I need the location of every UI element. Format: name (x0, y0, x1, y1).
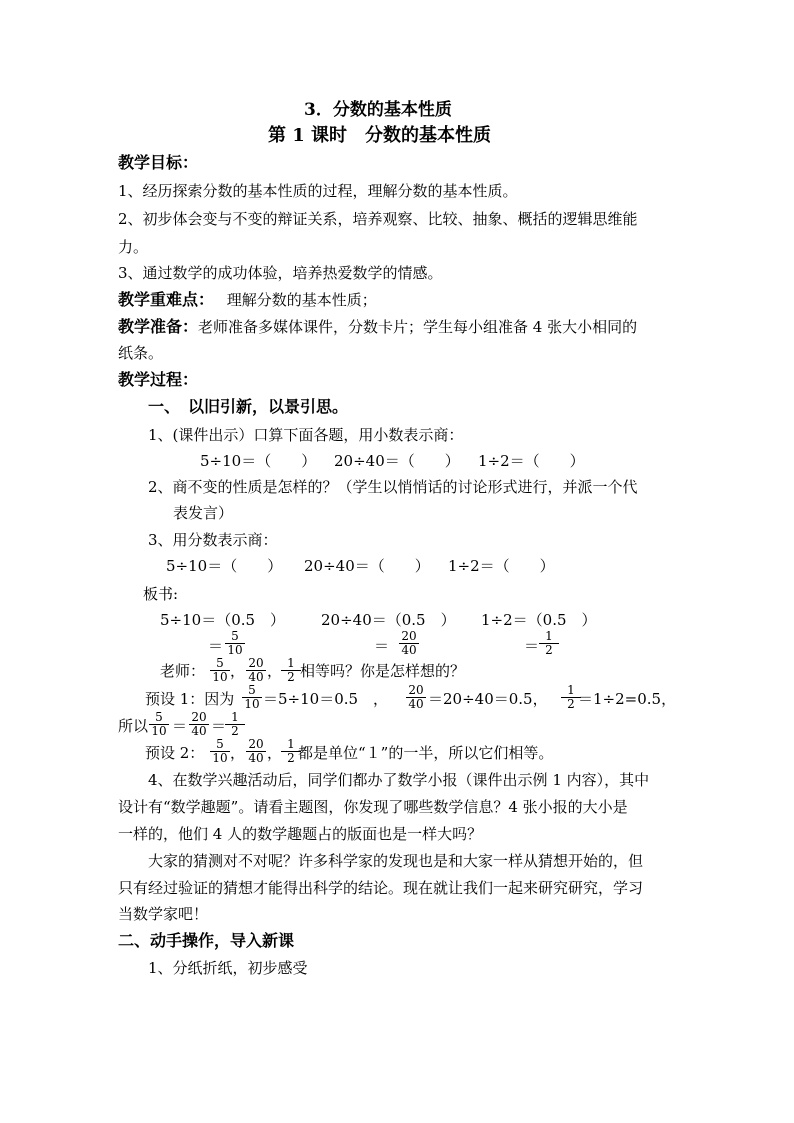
comma: ， (230, 744, 246, 762)
fraction-denominator: 40 (248, 751, 264, 765)
prep-heading: 教学准备： (118, 317, 199, 336)
fraction-numerator: 5 (155, 710, 163, 724)
prep-text-cont: 纸条。 (118, 344, 164, 362)
fraction-numerator: 5 (248, 683, 256, 697)
prep-line (118, 317, 637, 337)
guess-paragraph-line-2: 只有经过验证的猜想才能得出科学的结论。现在就让我们一起来研究研究，学习 (118, 879, 644, 897)
board-calc-3: 1÷2＝（0.5 ） (481, 611, 597, 629)
assumption-1-eq-a: ＝5÷10＝0.5 ， (263, 690, 389, 708)
fraction-denominator: 2 (287, 751, 295, 765)
part2-heading: 二、动手操作，导入新课 (118, 931, 295, 950)
question-2: 2、商不变的性质是怎样的？（学生以悄悄话的讨论形式进行，并派一个代 (148, 478, 638, 496)
fraction-denominator: 10 (227, 643, 243, 657)
goal-item-1: 1、经历探索分数的基本性质的过程，理解分数的基本性质。 (118, 182, 518, 200)
q1-calc-1: 5÷10＝（ ） (200, 452, 317, 470)
fraction-denominator: 10 (151, 724, 167, 738)
board-equals-1: ＝ (208, 637, 224, 655)
fraction-denominator: 40 (401, 643, 417, 657)
fraction-5-10 (224, 629, 246, 657)
assumption-1-so: 所以 (118, 717, 149, 735)
comma: ， (230, 662, 246, 680)
guess-paragraph: 大家的猜测对不对呢？许多科学家的发现也是和大家一样从猜想开始的，但 (148, 852, 644, 870)
fraction-20-40 (245, 737, 267, 765)
assumption-2-text: 都是单位“１”的一半，所以它们相等。 (298, 744, 554, 762)
q3-calc-3: 1÷2＝（ ） (448, 557, 555, 575)
question-4: 4、在数学兴趣活动后，同学们都办了数学小报（课件出示例 1 内容），其中 (148, 771, 650, 789)
board-calc-2: 20÷40＝（0.5 ） (321, 611, 456, 629)
guess-paragraph-line-3: 当数学家吧！ (118, 905, 209, 923)
question-4-line-3: 一样的，他们 4 人的数学趣题占的版面也是一样大吗？ (118, 825, 483, 843)
question-3: 3、用分数表示商： (148, 531, 278, 549)
board-equals-3: ＝ (524, 637, 540, 655)
board-equals-2: ＝ (374, 637, 390, 655)
fraction-5-10 (148, 710, 170, 738)
goal-item-2-cont: 力。 (118, 238, 149, 256)
board-calc-1: 5÷10＝（0.5 ） (160, 611, 286, 629)
goal-item-2: 2、初步体会变与不变的辩证关系，培养观察、比较、抽象、概括的逻辑思维能 (118, 210, 638, 228)
assumption-1-label: 预设 1：因为 (145, 690, 235, 708)
keypoints-line (118, 290, 377, 310)
assumption-2-label: 预设 2： (145, 744, 205, 762)
page-title: 3．分数的基本性质 (304, 100, 452, 120)
fraction-denominator: 10 (212, 751, 228, 765)
question-4-line-2: 设计有“数学趣题”。请看主题图，你发现了哪些数学信息？4 张小报的大小是 (118, 798, 628, 816)
part2-step-1: 1、分纸折纸，初步感受 (148, 959, 308, 977)
fraction-numerator: 20 (191, 710, 207, 724)
fraction-numerator: 1 (287, 737, 295, 751)
q1-calc-2: 20÷40＝（ ） (334, 452, 460, 470)
fraction-20-40 (405, 683, 427, 711)
fraction-numerator: 1 (287, 656, 295, 670)
equals: ＝ (211, 717, 227, 735)
fraction-denominator: 2 (287, 670, 295, 684)
equals: ＝ (172, 717, 188, 735)
fraction-denominator: 40 (248, 670, 264, 684)
process-heading: 教学过程： (118, 370, 199, 389)
comma: ， (267, 662, 283, 680)
fraction-20-40 (188, 710, 210, 738)
fraction-20-40 (245, 656, 267, 684)
assumption-1-eq-c: ＝1÷2=0.5， (578, 690, 677, 708)
fraction-20-40 (398, 629, 420, 657)
keypoints-text: 理解分数的基本性质； (226, 291, 377, 309)
board-label: 板书: (143, 585, 179, 603)
fraction-denominator: 2 (231, 724, 239, 738)
comma: ， (267, 744, 283, 762)
part1-heading: 一、 以旧引新，以景引思。 (148, 397, 349, 416)
fraction-1-2 (280, 656, 302, 684)
fraction-numerator: 5 (216, 737, 224, 751)
prep-text: 老师准备多媒体课件，分数卡片；学生每小组准备 4 张大小相同的 (198, 318, 638, 336)
fraction-1-2 (224, 710, 246, 738)
fraction-denominator: 10 (244, 697, 260, 711)
q3-calc-1: 5÷10＝（ ） (166, 557, 283, 575)
fraction-denominator: 40 (408, 697, 424, 711)
goal-item-3: 3、通过数学的成功体验，培养热爱数学的情感。 (118, 264, 443, 282)
teacher-label: 老师： (160, 662, 206, 680)
fraction-denominator: 10 (212, 670, 228, 684)
question-1: 1、(课件出示）口算下面各题，用小数表示商： (148, 426, 464, 444)
question-2-cont: 表发言） (173, 504, 234, 522)
q3-calc-2: 20÷40＝（ ） (304, 557, 430, 575)
fraction-numerator: 1 (231, 710, 239, 724)
fraction-1-2 (538, 629, 560, 657)
keypoints-heading: 教学重难点： (118, 290, 215, 309)
fraction-denominator: 40 (191, 724, 207, 738)
q1-calc-3: 1÷2＝（ ） (478, 452, 585, 470)
goals-heading: 教学目标： (118, 153, 199, 172)
fraction-5-10 (241, 683, 263, 711)
teacher-question: 相等吗？你是怎样想的？ (300, 662, 466, 680)
fraction-5-10 (209, 656, 231, 684)
fraction-numerator: 5 (231, 629, 239, 643)
fraction-numerator: 5 (216, 656, 224, 670)
fraction-denominator: 2 (545, 643, 553, 657)
fraction-numerator: 20 (401, 629, 417, 643)
fraction-numerator: 20 (248, 737, 264, 751)
fraction-numerator: 20 (248, 656, 264, 670)
fraction-numerator: 20 (408, 683, 424, 697)
fraction-numerator: 1 (567, 683, 575, 697)
assumption-1-eq-b: ＝20÷40＝0.5， (428, 690, 548, 708)
fraction-5-10 (209, 737, 231, 765)
fraction-numerator: 1 (545, 629, 553, 643)
lesson-subtitle: 第 1 课时 分数的基本性质 (268, 125, 492, 146)
fraction-denominator: 2 (567, 697, 575, 711)
